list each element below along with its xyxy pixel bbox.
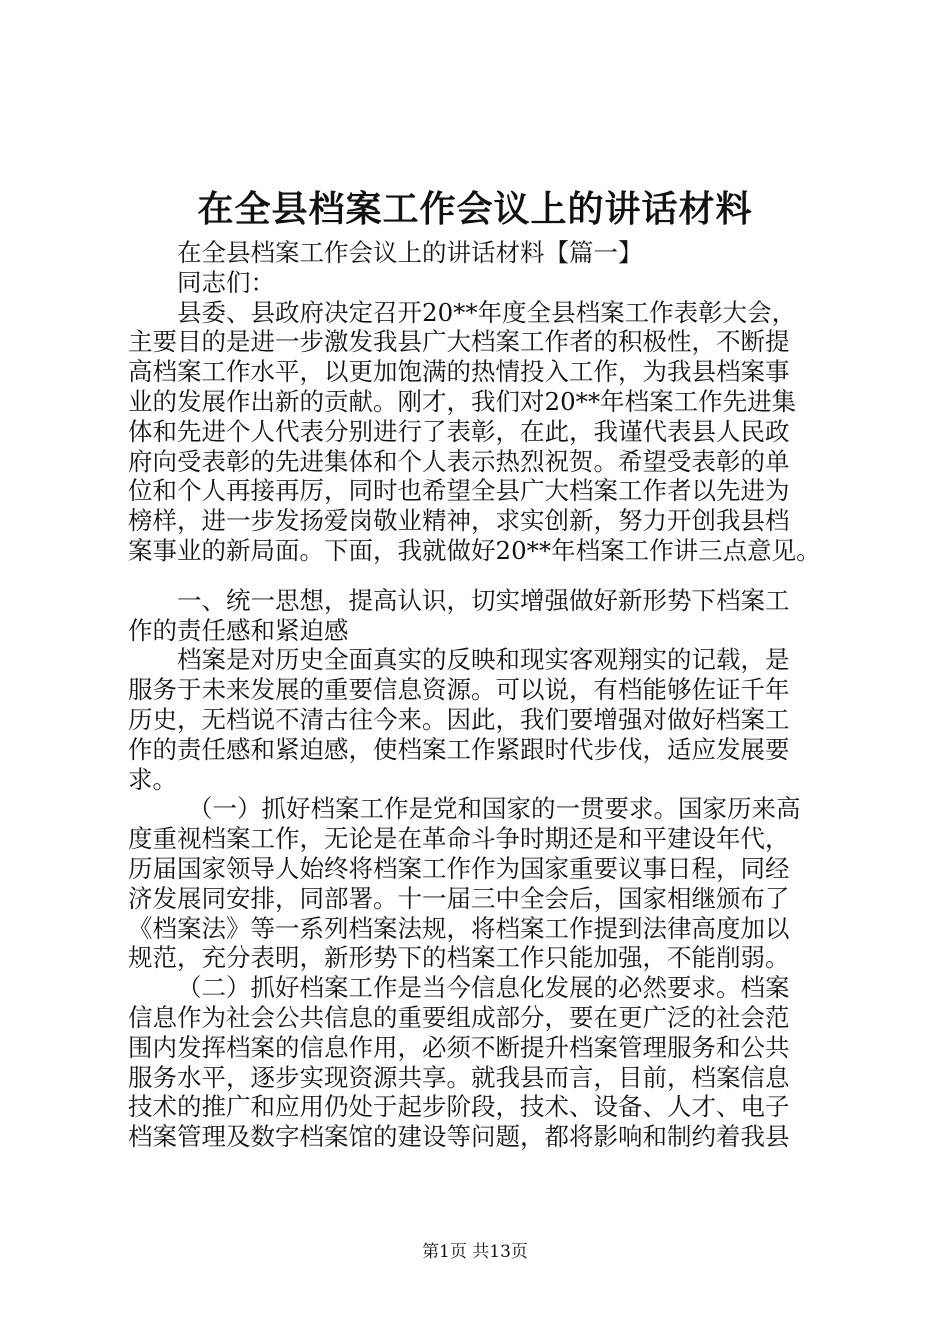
paragraph-line: 围内发挥档案的信息作用，必须不断提升档案管理服务和公共 (128, 1032, 790, 1062)
paragraph-line: （二）抓好档案工作是当今信息化发展的必然要求。档案 (177, 973, 790, 1003)
paragraph-line: 服务水平，逐步实现资源共享。就我县而言，目前，档案信息 (128, 1062, 790, 1092)
paragraph-line: 主要目的是进一步激发我县广大档案工作者的积极性，不断提 (128, 327, 790, 357)
paragraph-line: 度重视档案工作，无论是在革命斗争时期还是和平建设年代， (128, 824, 790, 854)
paragraph-line: 规范，充分表明，新形势下的档案工作只能加强，不能削弱。 (128, 943, 790, 973)
paragraph-line: 县委、县政府决定召开20**年度全县档案工作表彰大会， (177, 297, 797, 327)
paragraph-line: 《档案法》等一系列档案法规，将档案工作提到法律高度加以 (128, 913, 790, 943)
paragraph-line: 作的责任感和紧迫感，使档案工作紧跟时代步伐，适应发展要 (128, 734, 790, 764)
paragraph-line: 服务于未来发展的重要信息资源。可以说，有档能够佐证千年 (128, 675, 790, 705)
paragraph-line: 体和先进个人代表分别进行了表彰，在此，我谨代表县人民政 (128, 416, 790, 446)
paragraph-line: 历届国家领导人始终将档案工作作为国家重要议事日程，同经 (128, 853, 790, 883)
paragraph-line: 济发展同安排，同部署。十一届三中全会后，国家相继颁布了 (128, 883, 790, 913)
paragraph-line: 业的发展作出新的贡献。刚才，我们对20**年档案工作先进集 (128, 386, 797, 416)
paragraph-line: 信息作为社会公共信息的重要组成部分，要在更广泛的社会范 (128, 1002, 790, 1032)
paragraph-line: 位和个人再接再厉，同时也希望全县广大档案工作者以先进为 (128, 476, 790, 506)
paragraph-line: 高档案工作水平，以更加饱满的热情投入工作，为我县档案事 (128, 357, 790, 387)
paragraph-line: 档案是对历史全面真实的反映和现实客观翔实的记载，是 (177, 645, 790, 675)
paragraph-line: 案事业的新局面。下面，我就做好20**年档案工作讲三点意见。 (128, 535, 821, 565)
paragraph-line: 榜样，进一步发扬爱岗敬业精神，求实创新，努力开创我县档 (128, 506, 790, 536)
paragraph-line: 府向受表彰的先进集体和个人表示热烈祝贺。希望受表彰的单 (128, 446, 790, 476)
paragraph-line: 技术的推广和应用仍处于起步阶段，技术、设备、人才、电子 (128, 1092, 790, 1122)
paragraph-line: （一）抓好档案工作是党和国家的一贯要求。国家历来高 (188, 794, 801, 824)
page-number: 第1页 共13页 (422, 1242, 528, 1262)
heading-line: 一、统一思想，提高认识，切实增强做好新形势下档案工 (177, 585, 790, 615)
document-title: 在全县档案工作会议上的讲话材料 (197, 189, 753, 230)
heading-line: 作的责任感和紧迫感 (128, 615, 349, 645)
paragraph-line: 档案管理及数字档案馆的建设等问题，都将影响和制约着我县 (128, 1122, 790, 1152)
paragraph-line: 求。 (128, 764, 177, 794)
paragraph-line: 历史，无档说不清古往今来。因此，我们要增强对做好档案工 (128, 704, 790, 734)
salutation: 同志们： (177, 267, 275, 297)
section-heading: 在全县档案工作会议上的讲话材料【篇一】 (177, 238, 643, 267)
paragraph-gap (128, 566, 850, 586)
document-body (128, 238, 850, 1152)
